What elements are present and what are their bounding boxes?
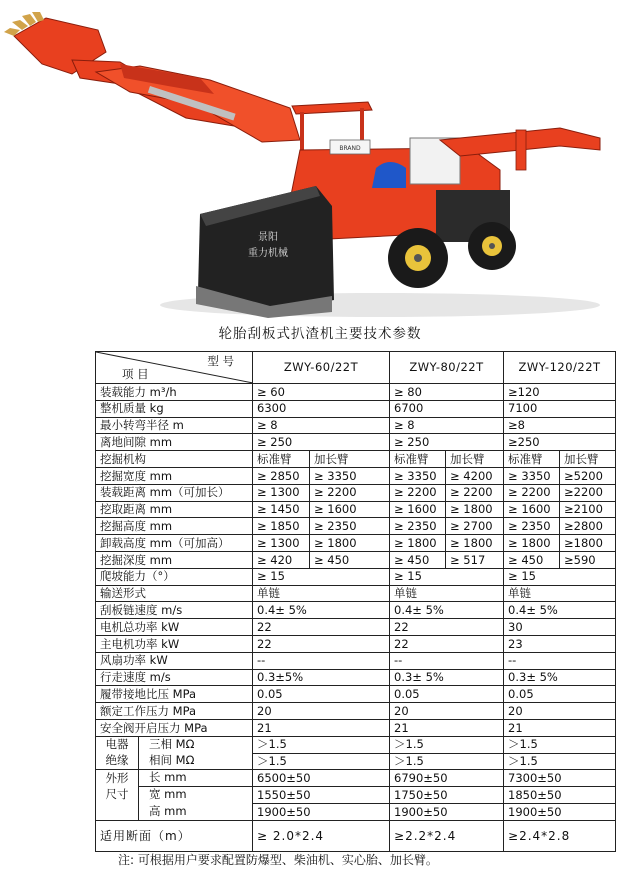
bucket-text-1: 景阳 (258, 232, 278, 243)
value-cell: 21 (253, 719, 390, 736)
value-cell: ≥2.4*2.8 (504, 820, 616, 851)
value-cell: 7100 (504, 400, 616, 417)
row-label: 离地间隙 mm (96, 434, 253, 451)
row-label: 装载能力 m³/h (96, 384, 253, 401)
row-label: 最小转弯半径 m (96, 417, 253, 434)
value-cell: 0.3± 5% (504, 669, 616, 686)
row-label-wrap (96, 753, 253, 770)
row-label-wrap (96, 787, 253, 804)
value-cell: ≥ 1300 (253, 535, 310, 552)
insulation-row (96, 753, 616, 770)
spec-row (96, 602, 616, 619)
row-label: 装载距离 mm（可加长） (96, 484, 253, 501)
spec-row (96, 635, 616, 652)
row-label: 整机质量 kg (96, 400, 253, 417)
arm-spec-row (96, 467, 616, 484)
value-cell: 0.05 (253, 686, 390, 703)
value-cell: ≥590 (560, 551, 616, 568)
value-cell: ≥1800 (560, 535, 616, 552)
row-label: 输送形式 (96, 585, 253, 602)
row-label: 爬坡能力（°） (96, 568, 253, 585)
dimension-label-cell (96, 789, 138, 801)
row-label-wrap (96, 803, 253, 820)
value-cell: ≥ 1850 (253, 518, 310, 535)
value-cell: 6500±50 (253, 770, 390, 787)
value-cell: ≥ 4200 (446, 467, 504, 484)
value-cell: ≥ 450 (310, 551, 390, 568)
value-cell: 1550±50 (253, 787, 390, 804)
value-cell: 20 (390, 703, 504, 720)
value-cell: ≥ 3350 (310, 467, 390, 484)
value-cell: 6790±50 (390, 770, 504, 787)
value-cell: 1750±50 (390, 787, 504, 804)
value-cell: 6300 (253, 400, 390, 417)
value-cell: 1900±50 (253, 803, 390, 820)
arm-spec-row (96, 484, 616, 501)
group-label-line: 电器 (105, 737, 129, 752)
value-cell: ≥ 1600 (504, 501, 560, 518)
value-cell: ≥ 1800 (446, 501, 504, 518)
table-header-row (96, 352, 616, 384)
value-cell: ≥2.2*2.4 (390, 820, 504, 851)
row-label: 行走速度 m/s (96, 669, 253, 686)
value-cell: ≥ 60 (253, 384, 390, 401)
value-cell: ＞1.5 (390, 753, 504, 770)
spec-row (96, 719, 616, 736)
insulation-row (96, 736, 616, 753)
value-cell: 7300±50 (504, 770, 616, 787)
value-cell: ≥250 (504, 434, 616, 451)
row-label: 履带接地比压 MPa (96, 686, 253, 703)
row-label: 风扇功率 kW (96, 652, 253, 669)
value-cell: ≥ 2700 (446, 518, 504, 535)
value-cell: 22 (253, 635, 390, 652)
value-cell: 22 (390, 619, 504, 636)
header-corner-cell (96, 352, 253, 384)
spec-row (96, 568, 616, 585)
value-cell: 30 (504, 619, 616, 636)
value-cell: 0.4± 5% (504, 602, 616, 619)
value-cell: -- (253, 652, 390, 669)
model-header-2: ZWY-80/22T (390, 352, 504, 384)
value-cell: ≥120 (504, 384, 616, 401)
value-cell: ≥ 2350 (504, 518, 560, 535)
spec-row (96, 400, 616, 417)
value-cell: 20 (253, 703, 390, 720)
value-cell: 0.05 (390, 686, 504, 703)
insulation-label-cell (96, 755, 138, 767)
value-cell: ＞1.5 (253, 753, 390, 770)
value-cell: 0.4± 5% (253, 602, 390, 619)
value-cell: 23 (504, 635, 616, 652)
value-cell: ≥ 15 (390, 568, 504, 585)
header-item-label: 项 目 (122, 366, 149, 381)
spec-row (96, 686, 616, 703)
value-cell: ≥ 450 (390, 551, 446, 568)
insulation-label-cell (96, 739, 138, 751)
value-cell: 21 (504, 719, 616, 736)
std-arm-label: 标准臂 (504, 451, 560, 468)
value-cell: ≥ 8 (390, 417, 504, 434)
value-cell: 1850±50 (504, 787, 616, 804)
value-cell: ≥ 3350 (504, 467, 560, 484)
spec-row (96, 619, 616, 636)
value-cell: ＞1.5 (390, 736, 504, 753)
row-label: 刮板链速度 m/s (96, 602, 253, 619)
row-label: 长 mm (138, 770, 252, 787)
spec-row (96, 585, 616, 602)
row-label: 安全阀开启压力 MPa (96, 719, 253, 736)
row-label: 三相 MΩ (138, 736, 252, 753)
spec-row (96, 652, 616, 669)
arm-spec-row (96, 518, 616, 535)
value-cell: 22 (390, 635, 504, 652)
arm-spec-row (96, 551, 616, 568)
spec-row (96, 703, 616, 720)
value-cell: ≥ 2200 (310, 484, 390, 501)
value-cell: ≥ 1800 (310, 535, 390, 552)
footnote: 注: 可根据用户要求配置防爆型、柴油机、实心胎、加长臂。 (118, 853, 438, 867)
dig-header-row (96, 451, 616, 468)
model-header-1: ZWY-60/22T (253, 352, 390, 384)
value-cell: 20 (504, 703, 616, 720)
value-cell: ≥5200 (560, 467, 616, 484)
value-cell: ≥ 2200 (446, 484, 504, 501)
value-cell: 1900±50 (390, 803, 504, 820)
value-cell: 22 (253, 619, 390, 636)
document-title: 轮胎刮板式扒渣机主要技术参数 (218, 326, 422, 342)
row-label: 挖掘宽度 mm (96, 467, 253, 484)
value-cell: ≥ 15 (504, 568, 616, 585)
row-label: 挖掘高度 mm (96, 518, 253, 535)
spec-row (96, 434, 616, 451)
spec-row (96, 669, 616, 686)
machine-photo (0, 0, 640, 322)
value-cell: 单链 (504, 585, 616, 602)
value-cell: ≥8 (504, 417, 616, 434)
group-label-line: 外形 (105, 770, 129, 785)
value-cell: ≥ 2350 (390, 518, 446, 535)
header-type-label: 型 号 (207, 354, 234, 368)
value-cell: ≥ 250 (390, 434, 504, 451)
ext-arm-label: 加长臂 (560, 451, 616, 468)
row-label: 相间 MΩ (138, 753, 252, 769)
value-cell: ≥2200 (560, 484, 616, 501)
value-cell: ≥ 2350 (310, 518, 390, 535)
bucket-text-2: 重力机械 (248, 248, 288, 259)
value-cell: 单链 (253, 585, 390, 602)
value-cell: ≥ 2200 (504, 484, 560, 501)
value-cell: ≥ 1600 (390, 501, 446, 518)
value-cell: ≥ 2200 (390, 484, 446, 501)
row-label: 挖掘机构 (96, 451, 253, 468)
value-cell: ≥ 2850 (253, 467, 310, 484)
row-label: 高 mm (138, 803, 252, 819)
value-cell: ＞1.5 (253, 736, 390, 753)
value-cell: 0.3±5% (253, 669, 390, 686)
row-label: 挖掘深度 mm (96, 551, 253, 568)
value-cell: ≥ 1800 (390, 535, 446, 552)
dimension-label-cell (96, 770, 138, 785)
row-label: 主电机功率 kW (96, 635, 253, 652)
value-cell: ＞1.5 (504, 753, 616, 770)
brand-badge: BRAND (339, 145, 361, 152)
value-cell: 6700 (390, 400, 504, 417)
value-cell: ≥2800 (560, 518, 616, 535)
value-cell: ≥ 15 (253, 568, 390, 585)
value-cell: ≥ 250 (253, 434, 390, 451)
dimension-row (96, 787, 616, 804)
section-row (96, 820, 616, 851)
std-arm-label: 标准臂 (390, 451, 446, 468)
ext-arm-label: 加长臂 (446, 451, 504, 468)
value-cell: ≥ 8 (253, 417, 390, 434)
value-cell: 21 (390, 719, 504, 736)
row-label: 额定工作压力 MPa (96, 703, 253, 720)
spec-table (95, 351, 616, 852)
row-label: 适用断面（m） (96, 820, 253, 851)
value-cell: 0.3± 5% (390, 669, 504, 686)
value-cell: ≥2100 (560, 501, 616, 518)
group-label-line: 绝缘 (105, 753, 129, 768)
value-cell: 0.05 (504, 686, 616, 703)
row-label: 电机总功率 kW (96, 619, 253, 636)
value-cell: ≥ 450 (504, 551, 560, 568)
value-cell: -- (504, 652, 616, 669)
spec-row (96, 384, 616, 401)
group-label-line: 尺寸 (105, 787, 129, 802)
value-cell: 0.4± 5% (390, 602, 504, 619)
value-cell: ≥ 420 (253, 551, 310, 568)
arm-spec-row (96, 501, 616, 518)
arm-spec-row (96, 535, 616, 552)
dimension-row (96, 803, 616, 820)
value-cell: 1900±50 (504, 803, 616, 820)
value-cell: ≥ 2.0*2.4 (253, 820, 390, 851)
value-cell: 单链 (390, 585, 504, 602)
value-cell: ≥ 1800 (504, 535, 560, 552)
value-cell: ≥ 1800 (446, 535, 504, 552)
spec-row (96, 417, 616, 434)
row-label: 挖取距离 mm (96, 501, 253, 518)
value-cell: ＞1.5 (504, 736, 616, 753)
ext-arm-label: 加长臂 (310, 451, 390, 468)
value-cell: ≥ 1600 (310, 501, 390, 518)
row-label-wrap (96, 736, 253, 753)
dimension-row (96, 770, 616, 787)
value-cell: ≥ 80 (390, 384, 504, 401)
value-cell: ≥ 3350 (390, 467, 446, 484)
value-cell: -- (390, 652, 504, 669)
row-label: 卸载高度 mm（可加高） (96, 535, 253, 552)
value-cell: ≥ 1300 (253, 484, 310, 501)
model-header-3: ZWY-120/22T (504, 352, 616, 384)
value-cell: ≥ 517 (446, 551, 504, 568)
row-label: 宽 mm (138, 787, 252, 804)
value-cell: ≥ 1450 (253, 501, 310, 518)
row-label-wrap (96, 770, 253, 787)
std-arm-label: 标准臂 (253, 451, 310, 468)
